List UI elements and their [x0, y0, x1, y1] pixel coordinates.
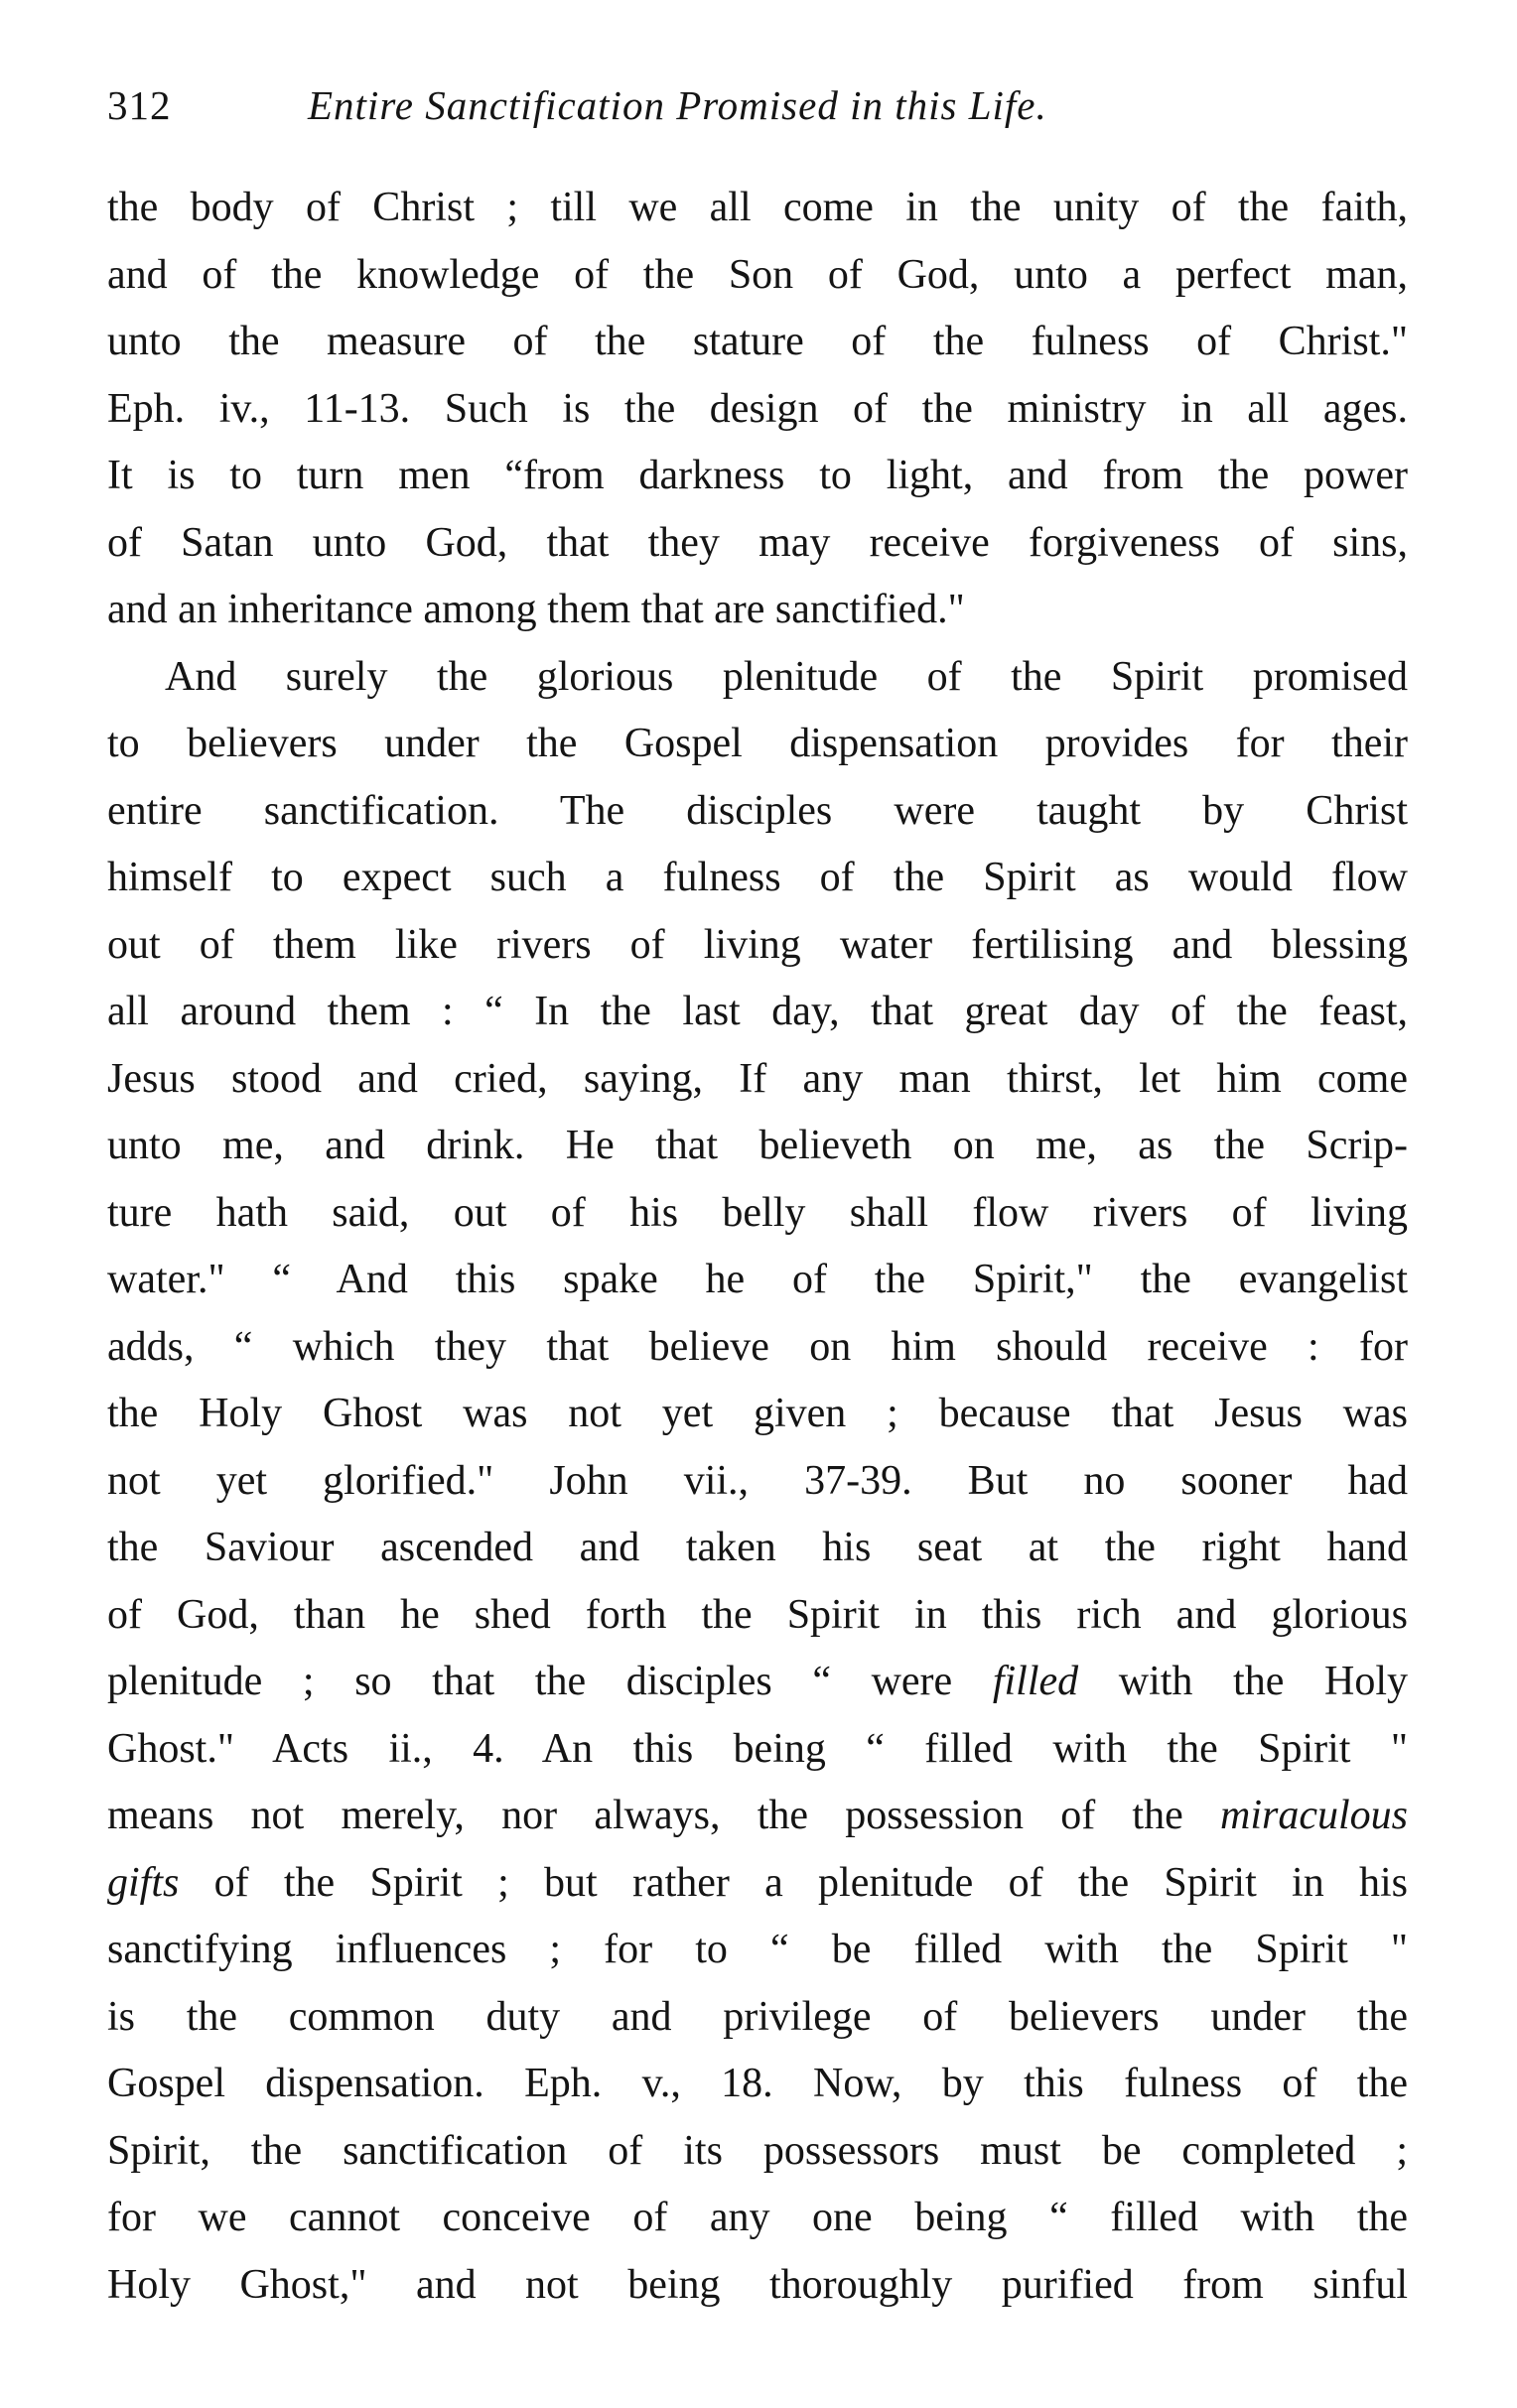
- text-line: not yet glorified." John vii., 37-39. But no sooner had: [107, 1457, 1408, 1504]
- text-line: for we cannot conceive of any one being “ filled with the: [107, 2195, 1408, 2240]
- text-line: Jesus stood and cried, saying, If any man thirst, let him come: [107, 1055, 1408, 1102]
- running-title: Entire Sanctification Promised in this Life.: [308, 82, 1047, 128]
- text-line: himself to expect such a fulness of the Spirit as would flow: [107, 855, 1408, 900]
- text-line: is the common duty and privilege of believers under the: [107, 1993, 1408, 2040]
- text-line: Eph. iv., 11-13. Such is the design of the ministry in all ages.: [107, 385, 1408, 432]
- text-line: And surely the glorious plenitude of the Spirit promised: [165, 653, 1408, 700]
- text-line: of Satan unto God, that they may receive forgiveness of sins,: [107, 519, 1408, 566]
- body-text: [107, 175, 1408, 2319]
- text-line: entire sanctification. The disciples were taught by Christ: [107, 787, 1408, 834]
- text-line: Gospel dispensation. Eph. v., 18. Now, by this fulness of the: [107, 2061, 1408, 2106]
- text-line: to believers under the Gospel dispensation provides for their: [107, 721, 1408, 766]
- text-line: gifts of the Spirit ; but rather a plenitude of the Spirit in his: [107, 1859, 1408, 1906]
- text-line: the Saviour ascended and taken his seat at the right hand: [107, 1525, 1408, 1570]
- text-line: unto the measure of the stature of the fulness of Christ.": [107, 319, 1408, 364]
- text-line: means not merely, nor always, the possession of the miraculous: [107, 1793, 1408, 1838]
- text-line: Spirit, the sanctification of its possessors must be completed ;: [107, 2127, 1408, 2174]
- text-line: unto me, and drink. He that believeth on me, as the Scrip-: [107, 1123, 1408, 1168]
- text-line: It is to turn men “from darkness to light, and from the power: [107, 453, 1408, 498]
- text-line: out of them like rivers of living water fertilising and blessing: [107, 921, 1408, 968]
- text-line: the Holy Ghost was not yet given ; because that Jesus was: [107, 1391, 1408, 1436]
- italic-miraculous: miraculous: [1220, 1793, 1408, 1838]
- italic-gifts: gifts: [107, 1859, 180, 1906]
- text-line: the body of Christ ; till we all come in the unity of the faith,: [107, 185, 1408, 230]
- page-header: [107, 71, 1408, 141]
- page-number: 312: [107, 82, 172, 128]
- text-line: ture hath said, out of his belly shall flow rivers of living: [107, 1189, 1408, 1236]
- text-line: water." “ And this spake he of the Spirit," the evangelist: [107, 1257, 1408, 1302]
- text-line: sanctifying influences ; for to “ be filled with the Spirit ": [107, 1927, 1408, 1972]
- text-line: and an inheritance among them that are sanctified.": [107, 587, 965, 632]
- text-line: Holy Ghost," and not being thoroughly purified from sinful: [107, 2261, 1408, 2308]
- italic-filled: filled: [992, 1659, 1079, 1704]
- text-line: of God, than he shed forth the Spirit in this rich and glorious: [107, 1591, 1408, 1638]
- text-line: Ghost." Acts ii., 4. An this being “ filled with the Spirit ": [107, 1725, 1408, 1772]
- text-line: adds, “ which they that believe on him should receive : for: [107, 1323, 1408, 1370]
- text-line: all around them : “ In the last day, that great day of the feast,: [107, 989, 1408, 1034]
- text-line: and of the knowledge of the Son of God, unto a perfect man,: [107, 251, 1408, 298]
- text-line: plenitude ; so that the disciples “ were filled with the Holy: [107, 1659, 1408, 1704]
